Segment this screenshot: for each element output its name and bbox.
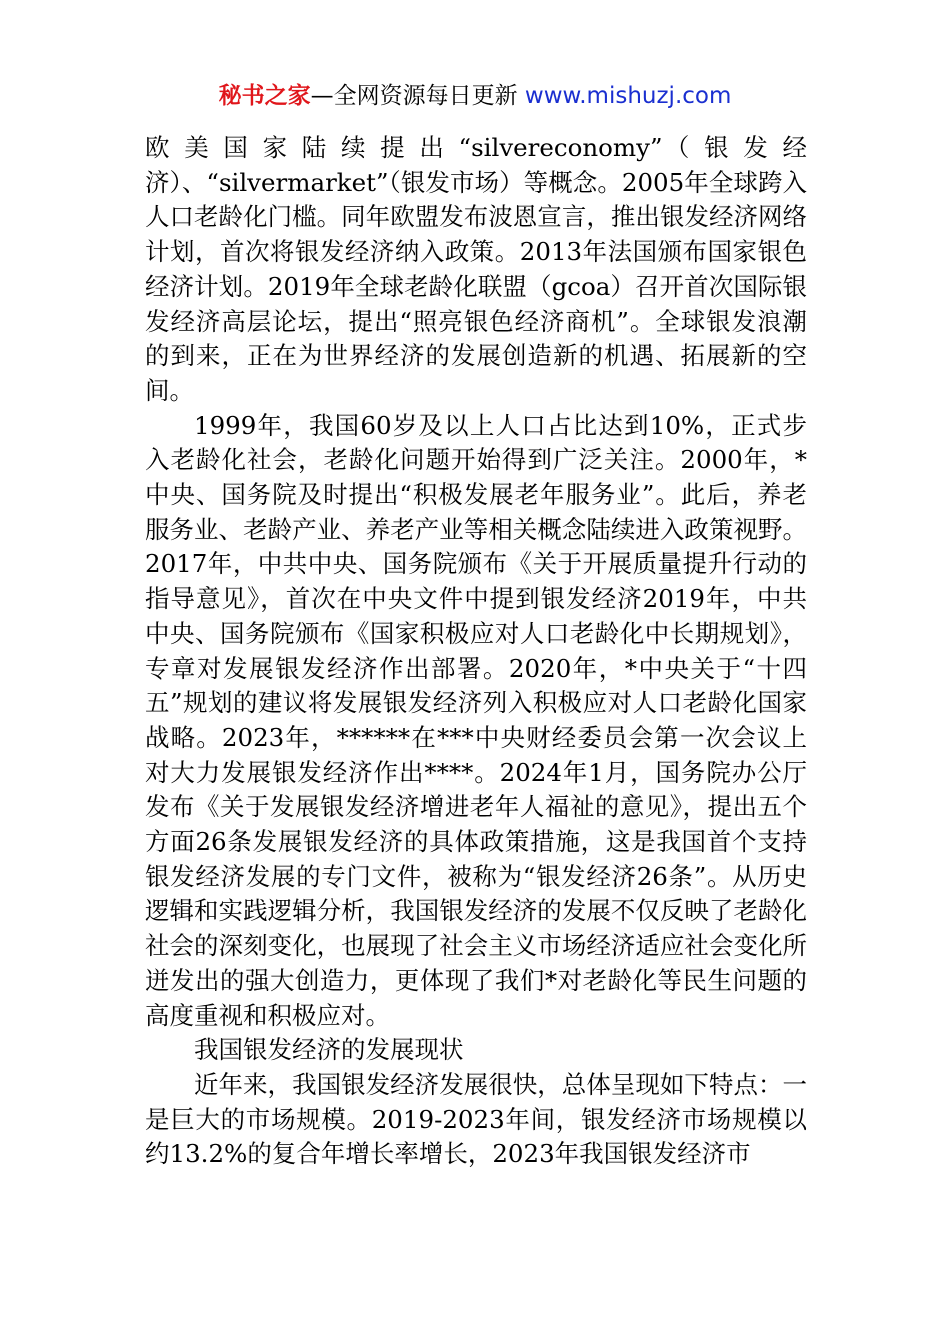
- header-tagline: —全网资源每日更新: [310, 83, 525, 109]
- document-body: [145, 131, 807, 1172]
- paragraph-status: 近年来，我国银发经济发展很快，总体呈现如下特点：一是巨大的市场规模。2019-2023年间，银发经济市场规模以约13.2%的复合年增长率增长，2023年我国银发经济市: [145, 1069, 807, 1169]
- site-header: [0, 80, 950, 112]
- section-heading: 我国银发经济的发展现状: [194, 1035, 464, 1065]
- site-url: www.mishuzj.com: [524, 83, 732, 109]
- brand-name: 秘书之家: [218, 83, 311, 109]
- paragraph-intro: 欧美国家陆续提出“silvereconomy”（银发经济）、“silvermarket”（银发市场）等概念。2005年全球跨入人口老龄化门槛。同年欧盟发布波恩宣言，推出银发经济网络计划，首次将银发经济纳入政策。2013年法国颁布国家银色经济计划。2019年全球老龄化联盟（gcoa）召开首次国际银发经济高层论坛，提出“照亮银色经济商机”。全球银发浪潮的到来，正在为世界经济的发展创造新的机遇、拓展新的空间。: [145, 133, 807, 405]
- paragraph-history: 1999年，我国60岁及以上人口占比达到10%，正式步入老龄化社会，老龄化问题开始得到广泛关注。2000年，*中央、国务院及时提出“积极发展老年服务业”。此后，养老服务业、老龄产业、养老产业等相关概念陆续进入政策视野。2017年，中共中央、国务院颁布《关于开展质量提升行动的指导意见》，首次在中央文件中提到银发经济2019年，中共中央、国务院颁布《国家积极应对人口老龄化中长期规划》，专章对发展银发经济作出部署。2020年，*中央关于“十四五”规划的建议将发展银发经济列入积极应对人口老龄化国家战略。2023年，******在***中央财经委员会第一次会议上对大力发展银发经济作出****。2024年1月，国务院办公厅发布《关于发展银发经济增进老年人福祉的意见》，提出五个方面26条发展银发经济的具体政策措施，这是我国首个支持银发经济发展的专门文件，被称为“银发经济26条”。从历史逻辑和实践逻辑分析，我国银发经济的发展不仅反映了老龄化社会的深刻变化，也展现了社会主义市场经济适应社会变化所迸发出的强大创造力，更体现了我们*对老龄化等民生问题的高度重视和积极应对。: [145, 410, 807, 1030]
